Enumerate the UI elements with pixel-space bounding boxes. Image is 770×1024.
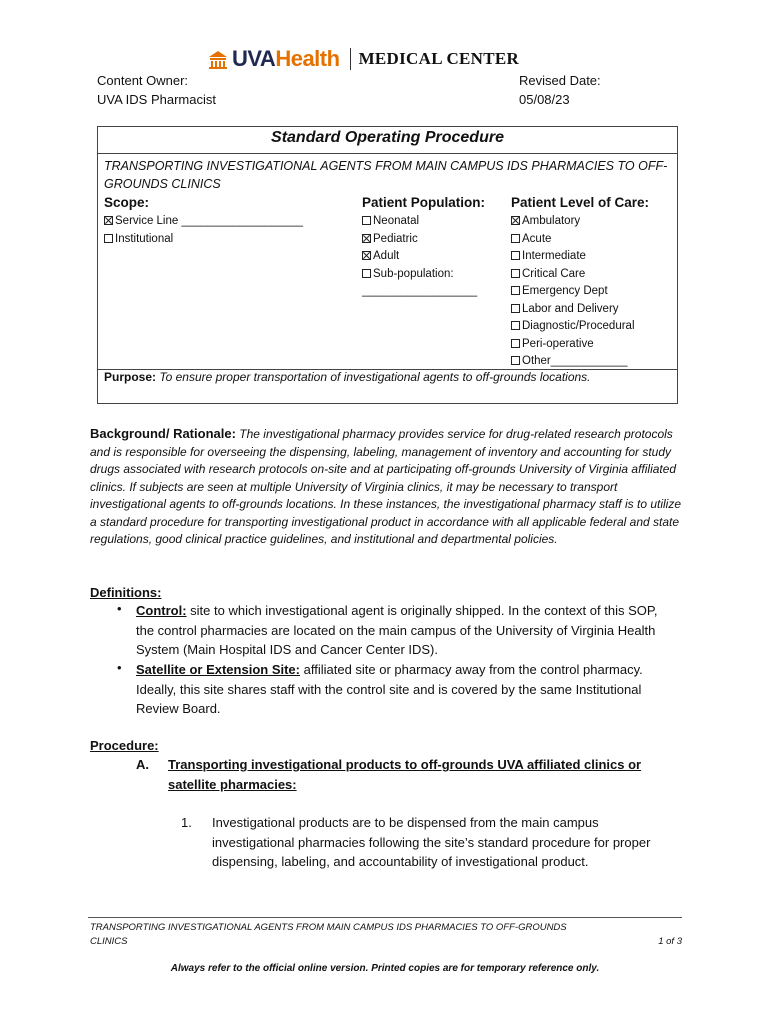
content-owner-label: Content Owner: xyxy=(97,73,189,88)
definitions-heading: Definitions: xyxy=(90,585,162,600)
level-of-care-option-label: Acute xyxy=(522,232,552,245)
checkbox-unchecked-icon[interactable] xyxy=(511,321,520,330)
level-of-care-option-label: Diagnostic/Procedural xyxy=(522,320,635,332)
level-of-care-option[interactable] xyxy=(511,283,635,301)
level-of-care-option[interactable] xyxy=(511,353,635,371)
rotunda-icon xyxy=(207,48,229,70)
definition-text: site to which investigational agent is originally shipped. In the context of this SOP, the control pharmacies are located on the main campus of the University of Virginia Health System (Main Hospital IDS and Cancer Center IDS). xyxy=(136,603,658,657)
population-option-label: Pediatric xyxy=(373,232,418,245)
level-of-care-option-label: Ambulatory xyxy=(522,215,581,227)
level-of-care-option[interactable] xyxy=(511,231,635,249)
level-of-care-option-label: Emergency Dept xyxy=(522,285,608,297)
background-section xyxy=(90,425,682,549)
checkbox-unchecked-icon[interactable] xyxy=(511,304,520,313)
footer-divider xyxy=(88,917,682,918)
checkbox-unchecked-icon[interactable] xyxy=(511,286,520,295)
procedure-step-number: 1. xyxy=(181,815,192,830)
uva-health-logo xyxy=(207,45,519,73)
level-of-care-option[interactable] xyxy=(511,248,635,266)
medical-center-title: MEDICAL CENTER xyxy=(358,49,520,68)
sop-box-title: Standard Operating Procedure xyxy=(271,129,504,146)
checkbox-unchecked-icon[interactable] xyxy=(511,234,520,243)
checkbox-checked-icon[interactable] xyxy=(362,251,371,260)
level-of-care-option[interactable] xyxy=(511,266,635,284)
subpopulation-blank: __________________ xyxy=(362,285,478,297)
level-of-care-list xyxy=(511,213,635,371)
footer-page-number: 1 of 3 xyxy=(658,936,682,947)
procedure-heading: Procedure: xyxy=(90,738,159,753)
definition-text: affiliated site or pharmacy away from the control pharmacy. Ideally, this site shares staff with the control site and is covered by the same Institutional Review Board. xyxy=(136,662,643,716)
revised-date-label: Revised Date: xyxy=(519,73,601,88)
scope-option[interactable] xyxy=(104,213,303,231)
population-heading: Patient Population: xyxy=(362,195,485,210)
definition-term: Control: xyxy=(136,603,187,618)
bullet-icon: • xyxy=(117,601,122,616)
level-of-care-option-label: Peri-operative xyxy=(522,337,594,350)
population-option[interactable] xyxy=(362,231,477,249)
checkbox-checked-icon[interactable] xyxy=(104,216,113,225)
level-of-care-option[interactable] xyxy=(511,213,635,231)
checkbox-unchecked-icon[interactable] xyxy=(511,339,520,348)
definition-item xyxy=(136,660,676,719)
population-option-label: Sub-population: xyxy=(373,267,454,280)
footer-title: TRANSPORTING INVESTIGATIONAL AGENTS FROM MAIN CAMPUS IDS PHARMACIES TO OFF-GROUNDS CLINICS xyxy=(90,922,567,947)
background-text: The investigational pharmacy provides service for drug-related research protocols and is responsible for overseeing the dispensing, labeling, management of inventory and accounting for study drugs associated with research protocols on-site and at participating off-grounds University of Virginia affiliated clinics. If subjects are seen at multiple University of Virginia clinics, it may be necessary to transport investigational agents to off-grounds locations. In these instances, the investigational pharmacy staff is to utilize a standard procedure for transporting investigational product in accordance with all applicable federal and state regulations, good clinical practice guidelines, and institutional and departmental policies. xyxy=(90,427,681,546)
sop-title: TRANSPORTING INVESTIGATIONAL AGENTS FROM MAIN CAMPUS IDS PHARMACIES TO OFF-GROUNDS CLINICS xyxy=(104,159,668,191)
population-option[interactable] xyxy=(362,266,477,284)
content-owner-value: UVA IDS Pharmacist xyxy=(97,92,216,107)
scope-list xyxy=(104,213,303,248)
checkbox-unchecked-icon[interactable] xyxy=(362,216,371,225)
scope-option-label: Service Line ___________________ xyxy=(115,215,303,227)
procedure-step-text: Investigational products are to be dispensed from the main campus investigational pharmacies following the site’s standard procedure for proper dispensing, labeling, and accountability of investigational product. xyxy=(212,815,651,869)
checkbox-checked-icon[interactable] xyxy=(362,234,371,243)
level-of-care-heading: Patient Level of Care: xyxy=(511,195,650,210)
population-option[interactable] xyxy=(362,248,477,266)
purpose-text: To ensure proper transportation of investigational agents to off-grounds locations. xyxy=(159,370,591,384)
population-list xyxy=(362,213,477,301)
box-divider xyxy=(97,153,678,154)
population-option-label: Adult xyxy=(373,250,400,262)
logo-uva-text: UVA xyxy=(232,46,276,71)
level-of-care-option[interactable] xyxy=(511,318,635,336)
population-option[interactable] xyxy=(362,213,477,231)
level-of-care-option-label: Intermediate xyxy=(522,250,586,262)
checkbox-unchecked-icon[interactable] xyxy=(362,269,371,278)
procedure-section-title: Transporting investigational products to off-grounds UVA affiliated clinics or satellite pharmacies: xyxy=(168,757,642,792)
definition-term: Satellite or Extension Site: xyxy=(136,662,300,677)
scope-option[interactable] xyxy=(104,231,303,249)
revised-date xyxy=(519,71,601,109)
procedure-section-letter: A. xyxy=(136,757,149,772)
background-label: Background/ Rationale: xyxy=(90,426,236,441)
purpose-label: Purpose: xyxy=(104,370,157,384)
level-of-care-option[interactable] xyxy=(511,336,635,354)
revised-date-value: 05/08/23 xyxy=(519,92,570,107)
logo-divider xyxy=(350,48,351,70)
logo-health-text: Health xyxy=(275,46,340,71)
purpose xyxy=(104,370,591,384)
checkbox-checked-icon[interactable] xyxy=(511,216,520,225)
population-option-label: Neonatal xyxy=(373,215,420,227)
checkbox-unchecked-icon[interactable] xyxy=(511,251,520,260)
definition-item xyxy=(136,601,676,660)
level-of-care-option-label: Critical Care xyxy=(522,267,586,280)
scope-option-label: Institutional xyxy=(115,232,174,245)
scope-heading: Scope: xyxy=(104,195,150,210)
bullet-icon: • xyxy=(117,660,122,675)
level-of-care-option-label: Labor and Delivery xyxy=(522,302,619,315)
level-of-care-option[interactable] xyxy=(511,301,635,319)
checkbox-unchecked-icon[interactable] xyxy=(511,269,520,278)
content-owner xyxy=(97,71,216,109)
checkbox-unchecked-icon[interactable] xyxy=(511,356,520,365)
footer-disclaimer: Always refer to the official online version. Printed copies are for temporary reference only. xyxy=(170,963,600,974)
level-of-care-option-label: Other____________ xyxy=(522,355,628,367)
checkbox-unchecked-icon[interactable] xyxy=(104,234,113,243)
